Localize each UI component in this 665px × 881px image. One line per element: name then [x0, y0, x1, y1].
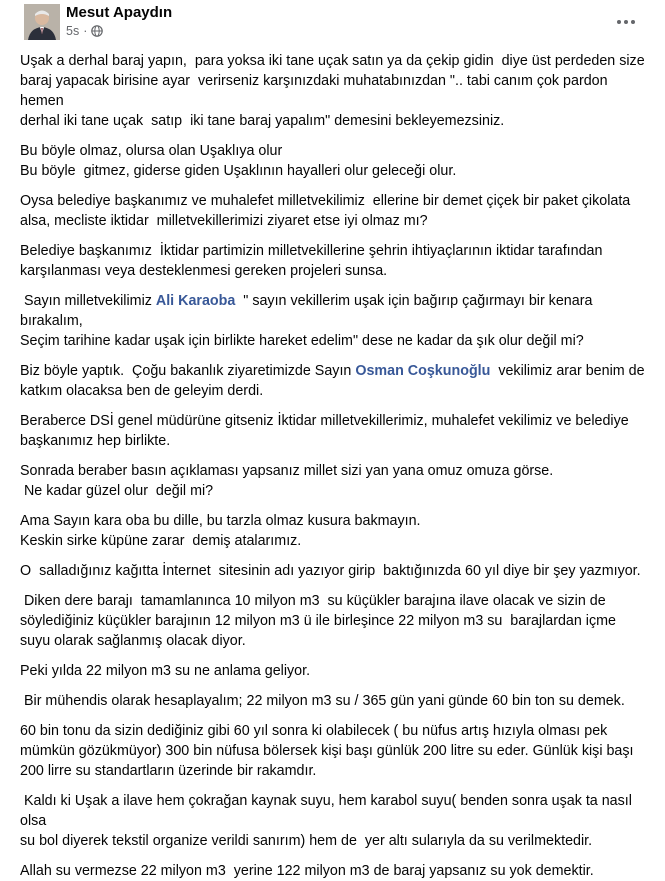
globe-icon[interactable] [91, 25, 103, 37]
post-text-segment: 200 lirre su standartların üzerinde bir rakamdır. [20, 763, 317, 779]
post-text-segment: baraj yapacak birisine ayar verirseniz karşınızdaki muhatabınızdan ".. tabi canım çok pardon hemen [20, 73, 612, 109]
post-paragraph [20, 861, 645, 881]
post-text-segment: Sonrada beraber basın açıklaması yapsanız millet sizi yan yana omuz omuza görse. [20, 463, 554, 479]
post-time[interactable]: 5s [66, 24, 80, 38]
post-text-segment: Kaldı ki Uşak a ilave hem çokrağan kaynak suyu, hem karabol suyu( benden sonra uşak ta nasıl olsa [20, 793, 636, 829]
post-text-segment: " sayın vekillerim uşak için bağırıp çağırmayı bir kenara bırakalım, [20, 293, 597, 329]
post-paragraph [20, 721, 645, 781]
post-paragraph [20, 191, 645, 231]
post-text-segment: su bol diyerek tekstil organize verildi sanırım) hem de yer altı sularıyla da su verilmektedir. [20, 833, 593, 849]
post-text-segment: Allah su vermezse 22 milyon m3 yerine 122 milyon m3 de baraj yapsanız su yok demektir. [20, 863, 594, 879]
post-paragraph [20, 661, 645, 681]
post-text-segment: Bir mühendis olarak hesaplayalım; 22 milyon m3 su / 365 gün yani günde 60 bin ton su demek. [20, 693, 625, 709]
post-paragraph [20, 461, 645, 501]
post-paragraph [20, 591, 645, 651]
post-text-segment: Bu böyle olmaz, olursa olan Uşaklıya olur [20, 143, 283, 159]
post-text-segment: O salladığınız kağıtta İnternet sitesinin adı yazıyor girip baktığınızda 60 yıl diye bir şey yazmıyor. [20, 563, 641, 579]
post-text-segment: suyu olarak sağlanmış olacak diyor. [20, 633, 246, 649]
post-text-segment: 60 bin tonu da sizin dediğiniz gibi 60 yıl sonra ki olabilecek ( bu nüfus artış hızıyla olması pek [20, 723, 608, 739]
post-text-segment: söylediğiniz küçükler barajının 12 milyon m3 ü ile birleşince 22 milyon m3 su barajlardan içme [20, 613, 616, 629]
post-paragraph [20, 561, 645, 581]
post-text [12, 46, 653, 881]
post-paragraph [20, 511, 645, 551]
post-meta [66, 24, 103, 38]
profile-photo [24, 4, 60, 40]
post-text-segment: Keskin sirke küpüne zarar demiş atalarımız. [20, 533, 302, 549]
author-name[interactable]: Mesut Apaydın [66, 4, 173, 21]
post-paragraph [20, 791, 645, 851]
post-text-segment: Biz böyle yaptık. Çoğu bakanlık ziyaretimizde Sayın [20, 363, 356, 379]
post-text-segment: Belediye başkanımız İktidar partimizin milletvekillerine şehrin ihtiyaçlarının iktidar tarafından [20, 243, 603, 259]
more-options-icon[interactable] [611, 8, 641, 36]
post-paragraph [20, 241, 645, 281]
post-paragraph [20, 691, 645, 711]
post-paragraph [20, 51, 645, 131]
post-paragraph [20, 411, 645, 451]
post-text-segment: alsa, mecliste iktidar milletvekillerimizi ziyaret etse iyi olmaz mı? [20, 213, 428, 229]
post-text-segment: başkanımız hep birlikte. [20, 433, 171, 449]
post-paragraph [20, 291, 645, 351]
mention-link[interactable]: Osman Coşkunoğlu [355, 363, 491, 379]
avatar[interactable] [24, 4, 60, 40]
post-text-segment: derhal iki tane uçak satıp iki tane baraj yapalım" demesini bekleyemezsiniz. [20, 113, 505, 129]
mention-link[interactable]: Ali Karaoba [155, 293, 236, 309]
post-text-segment: Ama Sayın kara oba bu dille, bu tarzla olmaz kusura bakmayın. [20, 513, 421, 529]
post-text-segment: Peki yılda 22 milyon m3 su ne anlama geliyor. [20, 663, 311, 679]
post-paragraph [20, 141, 645, 181]
post-text-segment: karşılanması veya desteklenmesi gereken projeleri sunsa. [20, 263, 388, 279]
separator-dot: · [83, 24, 88, 38]
post-header [12, 0, 653, 46]
post-text-segment: vekilimiz arar benim de [490, 363, 645, 379]
post-text-segment: Diken dere barajı tamamlanınca 10 milyon m3 su küçükler barajına ilave olacak ve sizin de [20, 593, 606, 609]
post-text-segment: Seçim tarihine kadar uşak için birlikte hareket edelim" dese ne kadar da şık olur değil mi? [20, 333, 584, 349]
post-text-segment: Sayın milletvekilimiz [20, 293, 156, 309]
post-text-segment: mümkün gözükmüyor) 300 bin nüfusa bölersek kişi başı günlük 200 litre su eder. Günlük kişi başı [20, 743, 634, 759]
post-text-segment: Ne kadar güzel olur değil mi? [20, 483, 214, 499]
post-text-segment: Beraberce DSİ genel müdürüne gitseniz İktidar milletvekillerimiz, muhalefet vekilimiz ve belediye [20, 413, 629, 429]
post-text-segment: katkım olacaksa ben de geleyim derdi. [20, 383, 264, 399]
post-text-segment: Bu böyle gitmez, giderse giden Uşaklının hayalleri olur geleceği olur. [20, 163, 457, 179]
post-text-segment: Oysa belediye başkanımız ve muhalefet milletvekilimiz ellerine bir demet çiçek bir paket çikolata [20, 193, 631, 209]
post-text-segment: Uşak a derhal baraj yapın, para yoksa iki tane uçak satın ya da çekip gidin diye üst perdeden size [20, 53, 645, 69]
post-paragraph [20, 361, 645, 401]
